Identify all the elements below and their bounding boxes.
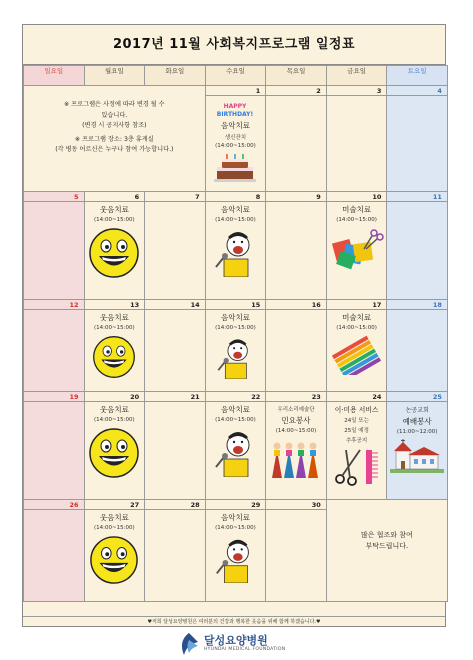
day-number: 15: [206, 300, 266, 310]
closing-cell: [326, 500, 447, 602]
program-org: 논공교회: [405, 407, 429, 414]
calendar-table: [23, 65, 448, 602]
hospital-logo: [176, 632, 306, 658]
program-sub: 생신잔치: [224, 135, 247, 141]
program-time: (14:00~15:00): [215, 217, 256, 223]
day-number: 7: [145, 192, 205, 202]
day-number: 13: [85, 300, 145, 310]
day-number: 4: [387, 86, 447, 96]
day-cell: [145, 192, 206, 300]
program-name: 민요봉사: [281, 416, 311, 425]
svg-text:BIRTHDAY!: BIRTHDAY!: [217, 111, 254, 118]
day-cell: [387, 86, 448, 192]
footer-note: ♥저희 달성요양병원은 여러분의 건강과 행복한 웃음을 위해 함께 하겠습니다.♥: [23, 616, 445, 626]
day-cell: [205, 300, 266, 392]
notice-line: (변경 시 공지사항 참조): [82, 122, 147, 130]
hospital-name: 달성요양병원: [204, 634, 268, 647]
program-time: (14:00~15:00): [94, 417, 135, 423]
day-cell: [266, 86, 327, 192]
day-cell: [84, 300, 145, 392]
program-time: (14:00~15:00): [275, 428, 317, 434]
program-time: (14:00~15:00): [94, 217, 135, 223]
day-cell: [205, 86, 266, 192]
day-number: 22: [206, 392, 266, 402]
day-number: 25: [387, 392, 447, 402]
day-cell: [326, 300, 387, 392]
program-time: (14:00~15:00): [336, 325, 377, 331]
weekday-fri: 금요일: [326, 66, 387, 86]
laughing-face-icon: [88, 427, 140, 479]
closing-line: 많은 협조와 참여: [360, 531, 413, 539]
day-number: 24: [327, 392, 387, 402]
page-title: 2017년 11월 사회복지프로그램 일정표: [23, 25, 445, 65]
day-number: 30: [266, 500, 326, 510]
happy-birthday-banner-icon: [210, 100, 260, 118]
day-cell: [24, 500, 85, 602]
day-cell: [145, 392, 206, 500]
program-name: 음악치료: [220, 313, 250, 322]
day-cell: [326, 192, 387, 300]
program-name: 웃음치료: [99, 313, 129, 322]
weekday-header-row: [24, 66, 448, 86]
program-sub: 25일 예정: [344, 428, 369, 434]
laughing-face-icon: [92, 335, 136, 379]
notice-line: (각 병동 어르신은 누구나 참여 가능합니다.): [55, 146, 174, 154]
program-name: 음악치료: [220, 405, 250, 414]
day-number: 1: [206, 86, 266, 96]
week-row: [24, 500, 448, 602]
program-name: 웃음치료: [99, 513, 129, 522]
day-cell: [145, 300, 206, 392]
day-number: 14: [145, 300, 205, 310]
notice-cell: [24, 86, 206, 192]
crayons-icon: [331, 335, 383, 375]
day-cell: [266, 392, 327, 500]
day-number: 19: [24, 392, 84, 402]
program-time: (11:00~12:00): [396, 429, 438, 435]
singer-microphone-icon: [210, 427, 260, 477]
program-name: 웃음치료: [99, 405, 129, 414]
day-cell: [326, 86, 387, 192]
day-number: 5: [24, 192, 84, 202]
program-name: 미술치료: [342, 205, 372, 214]
closing-message: [327, 500, 447, 552]
program-time: (14:00~15:00): [94, 525, 135, 531]
colored-paper-scissors-icon: [330, 227, 384, 271]
day-cell: [24, 192, 85, 300]
day-number: 29: [206, 500, 266, 510]
day-cell: [387, 300, 448, 392]
day-cell: [205, 192, 266, 300]
day-number: 2: [266, 86, 326, 96]
day-cell: [266, 500, 327, 602]
notice-line: ※ 프로그램은 사정에 따라 변경 될 수: [64, 101, 165, 108]
program-time: (14:00~15:00): [215, 525, 256, 531]
program-name: 미술치료: [342, 313, 372, 322]
day-number: 18: [387, 300, 447, 310]
hanbok-dancers-icon: [269, 438, 323, 478]
day-cell: [84, 500, 145, 602]
program-time: (14:00~15:00): [215, 325, 256, 331]
day-number: 12: [24, 300, 84, 310]
day-number: 11: [387, 192, 447, 202]
day-number: 26: [24, 500, 84, 510]
day-number: 17: [327, 300, 387, 310]
laughing-face-icon: [88, 227, 140, 279]
weekday-mon: 월요일: [84, 66, 145, 86]
day-number: 16: [266, 300, 326, 310]
weekday-sun: 일요일: [24, 66, 85, 86]
day-number: 23: [266, 392, 326, 402]
day-cell: [387, 392, 448, 500]
week-row: [24, 86, 448, 192]
day-cell: [205, 500, 266, 602]
program-time: (14:00~15:00): [336, 217, 377, 223]
day-number: 21: [145, 392, 205, 402]
day-cell: [266, 300, 327, 392]
program-org: 우리소리예술단: [277, 407, 315, 413]
singer-microphone-icon: [210, 227, 260, 277]
notice-line: 있습니다.: [101, 111, 128, 119]
program-name: 음악치료: [220, 121, 250, 130]
week-row: [24, 392, 448, 500]
weekday-wed: 수요일: [205, 66, 266, 86]
day-cell: [84, 192, 145, 300]
closing-line: 부탁드립니다.: [365, 542, 409, 551]
day-number: 8: [206, 192, 266, 202]
birthday-cake-icon: [213, 153, 257, 183]
day-number: 3: [327, 86, 387, 96]
singer-microphone-icon: [213, 335, 257, 379]
program-time: (14:00~15:00): [215, 143, 256, 149]
weekday-thu: 목요일: [266, 66, 327, 86]
program-name: 웃음치료: [99, 205, 129, 214]
day-cell: [24, 300, 85, 392]
hospital-foundation: HYUNDAI MEDICAL FOUNDATION: [204, 647, 286, 652]
day-number: 27: [85, 500, 145, 510]
day-cell: [145, 500, 206, 602]
day-number: 20: [85, 392, 145, 402]
day-number: 9: [266, 192, 326, 202]
program-time: (14:00~15:00): [215, 417, 256, 423]
singer-microphone-icon: [211, 535, 259, 583]
day-number: 6: [85, 192, 145, 202]
laughing-face-icon: [89, 535, 139, 585]
week-row: [24, 300, 448, 392]
day-cell: [84, 392, 145, 500]
day-cell: [266, 192, 327, 300]
notice: [24, 86, 205, 155]
day-number: 10: [327, 192, 387, 202]
svg-text:HAPPY: HAPPY: [224, 103, 247, 110]
program-name: 예배봉사: [402, 417, 432, 426]
church-icon: [390, 439, 444, 473]
notice-line: ※ 프로그램 장소: 3층 휴게실: [74, 135, 154, 143]
program-name: 이·미용 서비스: [334, 406, 379, 414]
day-cell: [326, 392, 387, 500]
day-cell: [24, 392, 85, 500]
weekday-tue: 화요일: [145, 66, 206, 86]
program-time: (14:00~15:00): [94, 325, 135, 331]
day-cell: [387, 192, 448, 300]
weekday-sat: 토요일: [387, 66, 448, 86]
program-name: 음악치료: [220, 205, 250, 214]
schedule-sheet: [22, 24, 446, 627]
program-name: 음악치료: [220, 513, 250, 522]
day-cell: [205, 392, 266, 500]
scissors-comb-icon: [332, 448, 382, 486]
day-number: 28: [145, 500, 205, 510]
hospital-logo-icon: [178, 632, 200, 656]
program-sub: 추후공지: [345, 438, 368, 444]
week-row: [24, 192, 448, 300]
program-sub: 24일 또는: [344, 418, 369, 424]
